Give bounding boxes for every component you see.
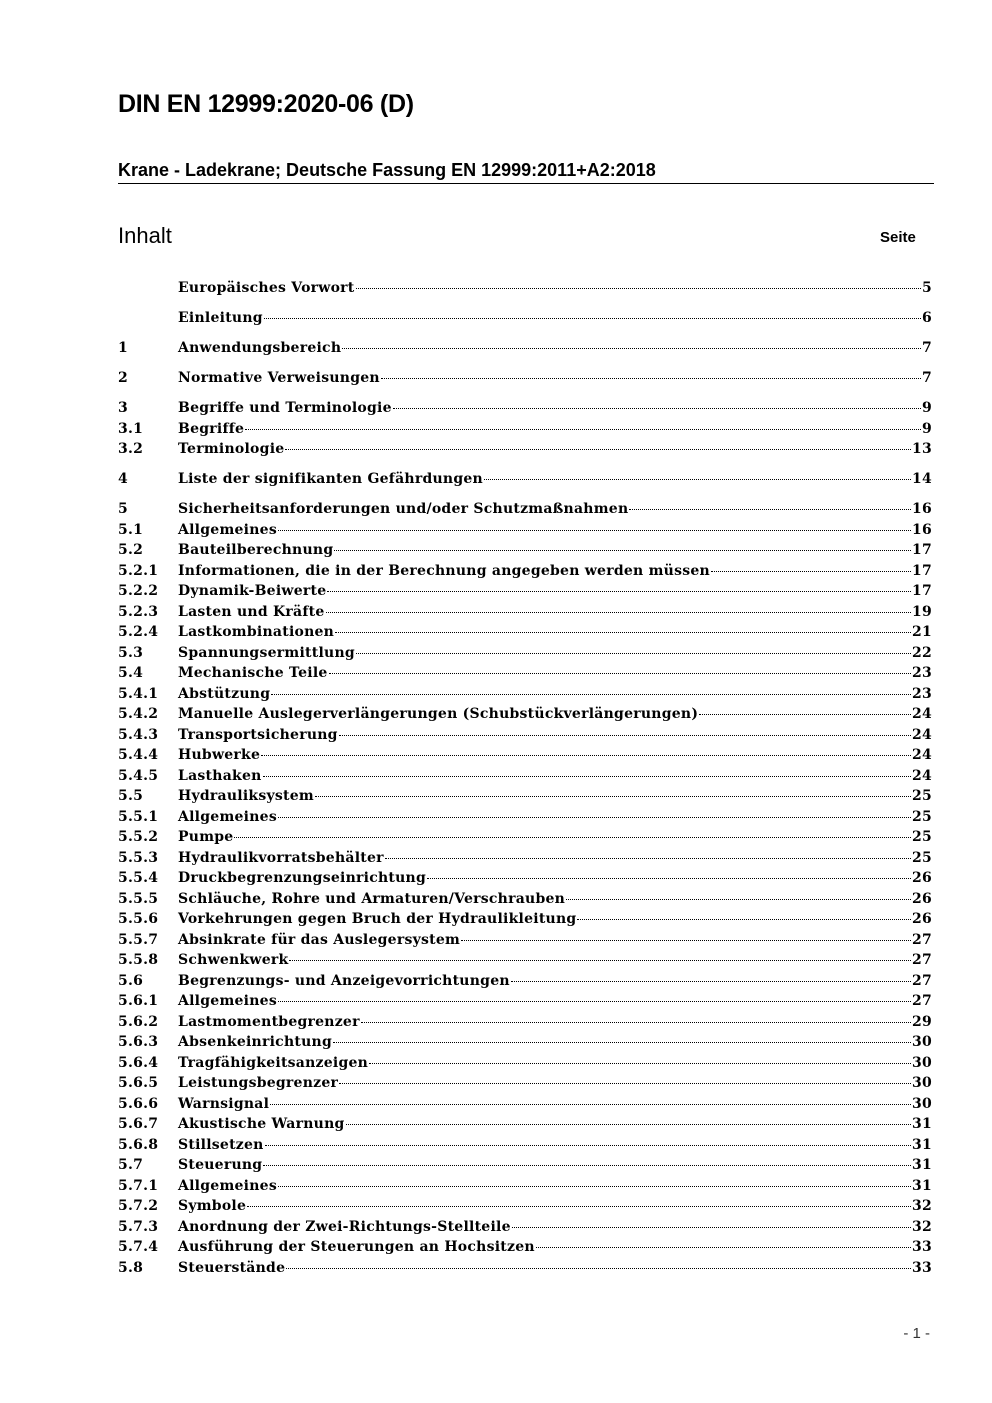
toc-entry-title: Lastmomentbegrenzer (178, 1013, 360, 1030)
toc-entry-leader (484, 479, 911, 480)
toc-entry-leader (327, 591, 911, 592)
toc-entry-title: Transportsicherung (178, 726, 338, 743)
toc-entry-leader (286, 1268, 911, 1269)
toc-entry-title: Abstützung (178, 685, 271, 702)
toc-entry[interactable] (118, 604, 932, 625)
toc-entry-leader (369, 1063, 911, 1064)
document-id: DIN EN 12999:2020-06 (D) (118, 90, 414, 118)
page-column-label: Seite (880, 229, 916, 246)
toc-entry-title: Lastkombinationen (178, 624, 335, 640)
toc-entry-leader (381, 378, 921, 379)
toc-entry-leader (278, 530, 911, 531)
toc-entry-page: 29 (912, 1013, 932, 1030)
toc-entry-leader (264, 318, 921, 319)
toc-entry-number: 5.7.2 (118, 1198, 159, 1214)
toc-entry-number: 5.1 (118, 521, 144, 538)
toc-entry-title: Lasten und Kräfte (178, 603, 325, 620)
toc-entry-page: 24 (912, 747, 932, 763)
toc-entry[interactable] (118, 788, 932, 809)
toc-entry-page: 33 (912, 1259, 932, 1276)
toc-entry-page: 30 (912, 1054, 932, 1071)
toc-entry-leader (339, 1083, 911, 1084)
toc-entry-page: 33 (912, 1239, 932, 1255)
toc-entry-leader (278, 1001, 911, 1002)
toc-entry-page: 17 (912, 542, 932, 558)
toc-entry-page: 9 (922, 400, 932, 416)
toc-entry-number: 5.7.3 (118, 1218, 159, 1235)
toc-entry-page: 31 (912, 1177, 932, 1194)
toc-entry-leader (342, 348, 921, 349)
toc-entry-number: 4 (118, 471, 128, 487)
toc-entry-number: 5.7.4 (118, 1239, 159, 1255)
toc-entry-title: Allgemeines (178, 521, 277, 538)
toc-entry-page: 22 (912, 644, 932, 661)
toc-entry[interactable] (118, 310, 932, 331)
toc-entry-page: 27 (912, 972, 932, 989)
toc-entry-page: 26 (912, 911, 932, 927)
toc-entry-title: Sicherheitsanforderungen und/oder Schutzmaßnahmen (178, 501, 629, 517)
toc-entry-leader (393, 408, 921, 409)
header-divider (118, 183, 934, 184)
toc-entry-leader (346, 1124, 911, 1125)
toc-entry[interactable] (118, 665, 932, 686)
toc-entry[interactable] (118, 747, 932, 768)
toc-entry-title: Absenkeinrichtung (178, 1034, 332, 1050)
toc-entry-page: 16 (912, 501, 932, 517)
toc-entry-leader (512, 1227, 911, 1228)
toc-entry[interactable] (118, 501, 932, 522)
toc-entry-leader (263, 776, 911, 777)
toc-entry-title: Manuelle Auslegerverlängerungen (Schubstückverlängerungen) (178, 706, 699, 722)
toc-entry-page: 31 (912, 1116, 932, 1132)
toc-entry-page: 6 (922, 310, 932, 326)
toc-entry-leader (361, 1022, 911, 1023)
toc-entry[interactable] (118, 973, 932, 994)
toc-entry-number: 5.5.7 (118, 931, 159, 948)
document-subtitle: Krane - Ladekrane; Deutsche Fassung EN 12999:2011+A2:2018 (118, 160, 656, 180)
toc-entry-page: 7 (922, 370, 932, 386)
toc-entry-title: Allgemeines (178, 1177, 277, 1194)
toc-entry-number: 5.5.6 (118, 911, 159, 927)
toc-entry[interactable] (118, 809, 932, 830)
toc-entry-leader (699, 714, 911, 715)
toc-entry[interactable] (118, 280, 932, 301)
page-number: - 1 - (903, 1325, 930, 1342)
toc-entry-title: Pumpe (178, 829, 234, 845)
toc-entry[interactable] (118, 891, 932, 912)
toc-entry-page: 27 (912, 993, 932, 1009)
toc-entry[interactable] (118, 768, 932, 789)
toc-entry-title: Spannungsermittlung (178, 644, 355, 661)
toc-entry-title: Begriffe und Terminologie (178, 400, 392, 416)
toc-entry-page: 23 (912, 665, 932, 681)
toc-entry-page: 30 (912, 1075, 932, 1091)
toc-entry-number: 5.5.8 (118, 952, 159, 968)
toc-entry-title: Steuerstände (178, 1259, 286, 1276)
toc-entry-leader (461, 940, 911, 941)
toc-entry-leader (329, 673, 911, 674)
toc-entry-number: 5.7 (118, 1157, 144, 1173)
toc-entry-page: 17 (912, 583, 932, 599)
toc-entry[interactable] (118, 400, 932, 421)
toc-entry-leader (356, 288, 921, 289)
toc-entry-page: 16 (912, 521, 932, 538)
toc-entry-page: 26 (912, 870, 932, 886)
toc-entry[interactable] (118, 340, 932, 361)
toc-entry-page: 32 (912, 1198, 932, 1214)
toc-entry[interactable] (118, 471, 932, 492)
toc-entry-leader (629, 509, 911, 510)
toc-entry-title: Absinkrate für das Auslegersystem (178, 931, 461, 948)
toc-entry-page: 25 (912, 808, 932, 825)
toc-entry-page: 27 (912, 952, 932, 968)
toc-entry-leader (245, 429, 921, 430)
toc-entry[interactable] (118, 1157, 932, 1178)
toc-entry-number: 5.6.4 (118, 1054, 159, 1071)
toc-entry-number: 3 (118, 400, 128, 416)
toc-heading: Inhalt (118, 223, 172, 248)
toc-entry[interactable] (118, 1219, 932, 1240)
toc-entry-leader (334, 550, 911, 551)
toc-entry-page: 13 (912, 441, 932, 457)
toc-entry-number: 2 (118, 370, 128, 386)
toc-entry-number: 5.6.3 (118, 1034, 159, 1050)
toc-entry-leader (271, 694, 911, 695)
toc-entry-page: 30 (912, 1095, 932, 1112)
toc-entry-number: 5.7.1 (118, 1177, 159, 1194)
toc-entry-title: Informationen, die in der Berechnung angegeben werden müssen (178, 562, 710, 579)
toc-entry-title: Begrenzungs- und Anzeigevorrichtungen (178, 972, 510, 989)
toc-entry[interactable] (118, 1178, 932, 1199)
toc-entry-page: 25 (912, 788, 932, 804)
toc-entry-leader (263, 1165, 911, 1166)
toc-entry[interactable] (118, 829, 932, 850)
toc-entry-title: Liste der signifikanten Gefährdungen (178, 471, 483, 487)
toc-entry-leader (326, 612, 912, 613)
toc-entry-page: 23 (912, 685, 932, 702)
toc-entry-leader (577, 919, 911, 920)
toc-entry-title: Steuerung (178, 1157, 263, 1173)
toc-entry-number: 5.5.2 (118, 829, 159, 845)
toc-entry-page: 24 (912, 767, 932, 784)
toc-entry-leader (335, 632, 911, 633)
toc-entry[interactable] (118, 686, 932, 707)
toc-entry[interactable] (118, 911, 932, 932)
toc-entry-title: Allgemeines (178, 808, 277, 825)
toc-entry-page: 24 (912, 706, 932, 722)
toc-entry-number: 5.8 (118, 1259, 144, 1276)
toc-entry-page: 19 (912, 603, 932, 620)
toc-entry-page: 7 (922, 340, 932, 356)
toc-entry[interactable] (118, 1137, 932, 1158)
toc-entry-title: Akustische Warnung (178, 1116, 345, 1132)
toc-entry[interactable] (118, 441, 932, 462)
toc-entry-title: Druckbegrenzungseinrichtung (178, 870, 427, 886)
toc-entry-page: 25 (912, 829, 932, 845)
toc-entry[interactable] (118, 421, 932, 442)
toc-entry[interactable] (118, 952, 932, 973)
toc-entry-number: 5.4.3 (118, 726, 159, 743)
toc-entry[interactable] (118, 993, 932, 1014)
toc-entry[interactable] (118, 1075, 932, 1096)
toc-entry-title: Anordnung der Zwei-Richtungs-Stellteile (178, 1218, 511, 1235)
toc-entry[interactable] (118, 1260, 932, 1281)
toc-entry-number: 5.6.7 (118, 1116, 159, 1132)
toc-entry[interactable] (118, 645, 932, 666)
toc-entry[interactable] (118, 1239, 932, 1260)
table-of-contents (118, 280, 932, 1280)
toc-entry-number: 5.4.5 (118, 767, 159, 784)
toc-entry-leader (234, 837, 911, 838)
toc-entry-title: Ausführung der Steuerungen an Hochsitzen (178, 1239, 535, 1255)
toc-entry-leader (261, 755, 911, 756)
toc-entry[interactable] (118, 522, 932, 543)
toc-entry-title: Lasthaken (178, 767, 262, 784)
toc-entry[interactable] (118, 583, 932, 604)
toc-entry-number: 5 (118, 501, 128, 517)
toc-entry[interactable] (118, 870, 932, 891)
toc-entry-page: 14 (912, 471, 932, 487)
toc-entry-page: 32 (912, 1218, 932, 1235)
toc-entry-title: Einleitung (178, 310, 263, 326)
toc-entry-title: Warnsignal (178, 1095, 270, 1112)
toc-entry-title: Terminologie (178, 441, 285, 457)
toc-entry-title: Bauteilberechnung (178, 542, 334, 558)
toc-entry-number: 5.6 (118, 972, 144, 989)
toc-entry-title: Begriffe (178, 420, 245, 437)
toc-entry-page: 25 (912, 849, 932, 866)
toc-entry-page: 31 (912, 1136, 932, 1153)
toc-entry-number: 5.3 (118, 644, 144, 661)
toc-entry-number: 5.5 (118, 788, 144, 804)
toc-entry-leader (711, 571, 911, 572)
toc-entry[interactable] (118, 1014, 932, 1035)
toc-entry-title: Hydraulikvorratsbehälter (178, 849, 384, 866)
toc-entry[interactable] (118, 727, 932, 748)
toc-entry[interactable] (118, 542, 932, 563)
toc-entry-page: 26 (912, 890, 932, 907)
toc-entry-leader (265, 1145, 911, 1146)
toc-entry-number: 5.4.1 (118, 685, 159, 702)
toc-entry-title: Hydrauliksystem (178, 788, 314, 804)
toc-entry-title: Leistungsbegrenzer (178, 1075, 339, 1091)
toc-entry-page: 9 (922, 420, 932, 437)
toc-entry-page: 31 (912, 1157, 932, 1173)
toc-entry-number: 5.2.2 (118, 583, 159, 599)
toc-entry-title: Schläuche, Rohre und Armaturen/Verschrauben (178, 890, 566, 907)
toc-entry-leader (278, 1186, 911, 1187)
toc-entry-page: 27 (912, 931, 932, 948)
toc-entry[interactable] (118, 1055, 932, 1076)
toc-entry-number: 1 (118, 340, 128, 356)
toc-entry-page: 17 (912, 562, 932, 579)
toc-entry-leader (247, 1206, 911, 1207)
toc-entry[interactable] (118, 850, 932, 871)
toc-entry-title: Mechanische Teile (178, 665, 328, 681)
toc-entry-number: 5.6.8 (118, 1136, 159, 1153)
toc-entry[interactable] (118, 1116, 932, 1137)
toc-entry-title: Schwenkwerk (178, 952, 289, 968)
toc-entry[interactable] (118, 624, 932, 645)
toc-entry-number: 5.4.4 (118, 747, 159, 763)
toc-entry-leader (385, 858, 911, 859)
toc-entry-number: 5.2.4 (118, 624, 159, 640)
toc-entry[interactable] (118, 370, 932, 391)
toc-entry-number: 5.6.2 (118, 1013, 159, 1030)
toc-entry-number: 3.2 (118, 441, 144, 457)
toc-entry-page: 24 (912, 726, 932, 743)
toc-entry-title: Allgemeines (178, 993, 277, 1009)
toc-entry-number: 5.5.1 (118, 808, 159, 825)
toc-entry-title: Europäisches Vorwort (178, 280, 355, 296)
toc-entry-title: Hubwerke (178, 747, 261, 763)
toc-entry[interactable] (118, 1034, 932, 1055)
toc-entry-leader (536, 1247, 911, 1248)
toc-entry-title: Dynamik-Beiwerte (178, 583, 327, 599)
toc-entry-leader (285, 449, 911, 450)
toc-entry-leader (511, 981, 911, 982)
toc-entry-number: 5.4.2 (118, 706, 159, 722)
toc-entry-page: 30 (912, 1034, 932, 1050)
toc-entry-number: 5.2.1 (118, 562, 159, 579)
toc-entry-number: 5.4 (118, 665, 144, 681)
toc-entry-leader (315, 796, 911, 797)
toc-entry-number: 3.1 (118, 420, 144, 437)
toc-entry-number: 5.5.4 (118, 870, 159, 886)
toc-entry[interactable] (118, 932, 932, 953)
toc-entry-number: 5.6.1 (118, 993, 159, 1009)
toc-entry-number: 5.5.3 (118, 849, 159, 866)
toc-entry-leader (566, 899, 911, 900)
toc-entry-title: Stillsetzen (178, 1136, 264, 1153)
toc-entry[interactable] (118, 706, 932, 727)
toc-entry-number: 5.2.3 (118, 603, 159, 620)
toc-entry[interactable] (118, 1096, 932, 1117)
toc-entry-title: Normative Verweisungen (178, 370, 380, 386)
toc-entry-leader (427, 878, 911, 879)
toc-entry-leader (270, 1104, 911, 1105)
toc-entry[interactable] (118, 1198, 932, 1219)
toc-entry-leader (356, 653, 911, 654)
toc-entry-number: 5.2 (118, 542, 144, 558)
toc-entry-title: Tragfähigkeitsanzeigen (178, 1054, 369, 1071)
toc-entry[interactable] (118, 563, 932, 584)
toc-entry-page: 5 (922, 280, 932, 296)
toc-entry-leader (333, 1042, 911, 1043)
toc-entry-number: 5.5.5 (118, 890, 159, 907)
toc-entry-number: 5.6.6 (118, 1095, 159, 1112)
toc-entry-title: Symbole (178, 1198, 247, 1214)
toc-entry-title: Anwendungsbereich (178, 340, 342, 356)
toc-entry-page: 21 (912, 624, 932, 640)
toc-entry-number: 5.6.5 (118, 1075, 159, 1091)
toc-entry-title: Vorkehrungen gegen Bruch der Hydraulikleitung (178, 911, 577, 927)
toc-entry-leader (339, 735, 911, 736)
toc-entry-leader (278, 817, 911, 818)
toc-entry-leader (289, 960, 911, 961)
